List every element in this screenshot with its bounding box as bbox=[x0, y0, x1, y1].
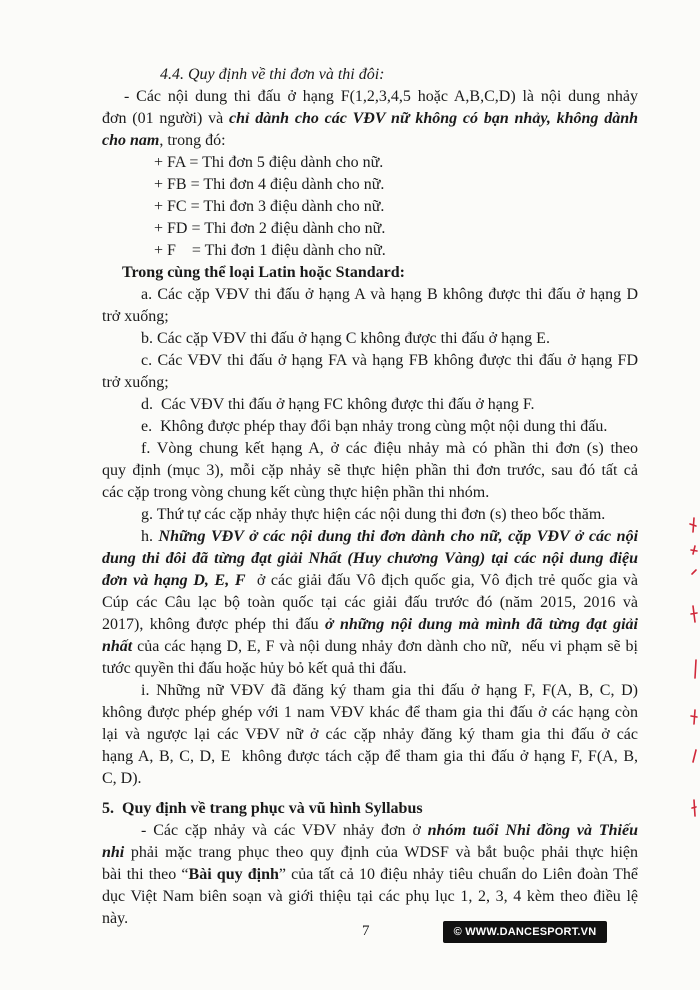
paragraph-line: đơn (01 người) và chỉ dành cho các VĐV nữ không có bạn nhảy, không dành bbox=[102, 110, 639, 127]
section-5-paragraph: - Các cặp nhảy và các VĐV nhảy đơn ở nhóm tuổi Nhi đồng và Thiếu bbox=[141, 822, 638, 839]
section-5-heading: 5. Quy định về trang phục và vũ hình Syllabus bbox=[102, 800, 423, 817]
paragraph-line: - Các nội dung thi đấu ở hạng F(1,2,3,4,5 hoặc A,B,C,D) là nội dung nhảy bbox=[124, 88, 638, 105]
page-number: 7 bbox=[362, 923, 370, 939]
list-item: + FA = Thi đơn 5 điệu dành cho nữ. bbox=[154, 154, 384, 171]
rule-e: e. Không được phép thay đổi bạn nhảy trong cùng một nội dung thi đấu. bbox=[141, 418, 608, 435]
paragraph-line: cho nam, trong đó: bbox=[102, 132, 226, 149]
rule-h-cont: dung thi đôi đã từng đạt giải Nhất (Huy chương Vàng) tại các nội dung điệu bbox=[102, 550, 638, 567]
rule-f-cont: các cặp trong vòng chung kết cùng thực hiện phần thi nhóm. bbox=[102, 484, 490, 501]
rule-c: c. Các VĐV thi đấu ở hạng FA và hạng FB không được thi đấu ở hạng FD bbox=[141, 352, 638, 369]
rule-i-cont: hạng A, B, C, D, E không được tách cặp để tham gia thi đấu ở hạng F, F(A, B, bbox=[102, 748, 638, 765]
watermark-badge: © WWW.DANCESPORT.VN bbox=[443, 921, 607, 943]
list-item: + FD = Thi đơn 2 điệu dành cho nữ. bbox=[154, 220, 386, 237]
rule-i-cont: C, D). bbox=[102, 770, 142, 787]
rule-d: d. Các VĐV thi đấu ở hạng FC không được thi đấu ở hạng F. bbox=[141, 396, 535, 413]
rule-b: b. Các cặp VĐV thi đấu ở hạng C không được thi đấu ở hạng E. bbox=[141, 330, 550, 347]
rule-h-cont: Cúp các Câu lạc bộ toàn quốc tại các giải đấu trước đó (năm 2015, 2016 và bbox=[102, 594, 638, 611]
list-item: + FC = Thi đơn 3 điệu dành cho nữ. bbox=[154, 198, 385, 215]
section-5-paragraph: này. bbox=[102, 910, 129, 927]
rule-h-cont: đơn và hạng D, E, F ở các giải đấu Vô địch quốc gia, Vô địch trẻ quốc gia và bbox=[102, 572, 639, 589]
rule-a: a. Các cặp VĐV thi đấu ở hạng A và hạng B không được thi đấu ở hạng D bbox=[141, 286, 638, 303]
rule-c-cont: trở xuống; bbox=[102, 374, 169, 391]
section-5-paragraph: bài thi theo “Bài quy định” của tất cả 10 điệu nhảy tiêu chuẩn do Liên đoàn Thể bbox=[102, 866, 638, 883]
rule-i: i. Những nữ VĐV đã đăng ký tham gia thi đấu ở hạng F, F(A, B, C, D) bbox=[141, 682, 638, 699]
list-item: + F = Thi đơn 1 điệu dành cho nữ. bbox=[154, 242, 386, 259]
rule-g: g. Thứ tự các cặp nhảy thực hiện các nội dung thi đơn (s) theo bốc thăm. bbox=[141, 506, 606, 523]
list-item: + FB = Thi đơn 4 điệu dành cho nữ. bbox=[154, 176, 385, 193]
rule-i-cont: không được phép ghép với 1 nam VĐV khác để tham gia thi đấu ở các hạng còn bbox=[102, 704, 638, 721]
rule-h: h. Những VĐV ở các nội dung thi đơn dành cho nữ, cặp VĐV ở các nội bbox=[141, 528, 639, 545]
rule-h-cont: nhất của các hạng D, E, F và nội dung nhảy đơn dành cho nữ, nếu vi phạm sẽ bị bbox=[102, 638, 638, 655]
rule-i-cont: lại và ngược lại các VĐV nữ ở các cặp nhảy đăng ký tham gia thi đấu ở các bbox=[102, 726, 638, 743]
rule-f-cont: quy định (mục 3), mỗi cặp nhảy sẽ thực hiện phần thi đơn trước, sau đó tất cả bbox=[102, 462, 638, 479]
rule-f: f. Vòng chung kết hạng A, ở các điệu nhảy mà có phần thi đơn (s) theo bbox=[141, 440, 638, 457]
subheading: Trong cùng thể loại Latin hoặc Standard: bbox=[122, 264, 406, 281]
section-5-paragraph: nhi phải mặc trang phục theo quy định của WDSF và bắt buộc phải thực hiện bbox=[102, 844, 638, 861]
section-heading-4-4: 4.4. Quy định về thi đơn và thi đôi: bbox=[160, 66, 385, 83]
rule-a-cont: trở xuống; bbox=[102, 308, 169, 325]
red-stamp-mark bbox=[684, 510, 700, 840]
rule-h-cont: 2017), không được phép thi đấu ở những nội dung mà mình đã từng đạt giải bbox=[102, 616, 639, 633]
section-5-paragraph: dục Việt Nam biên soạn và giới thiệu tại các phụ lục 1, 2, 3, 4 kèm theo điều lệ bbox=[102, 888, 638, 905]
rule-h-cont: tước quyền thi đấu hoặc hủy bỏ kết quả thi đấu. bbox=[102, 660, 407, 677]
